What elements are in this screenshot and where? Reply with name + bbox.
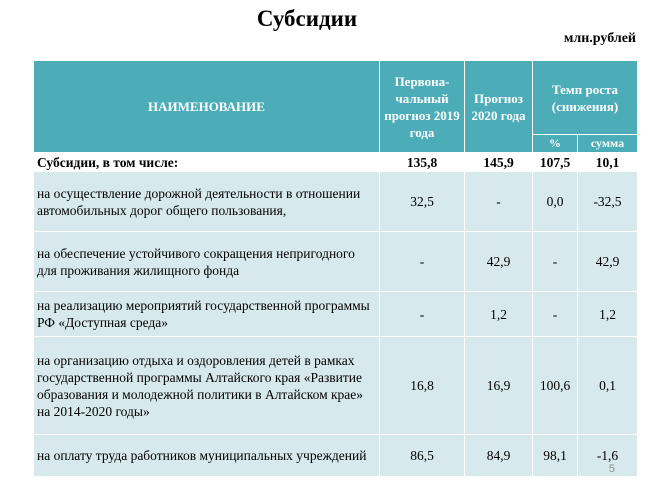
row-initial: - — [380, 232, 465, 292]
row-pct: 0,0 — [533, 172, 578, 232]
table-row-total — [34, 153, 638, 172]
row-initial: - — [380, 292, 465, 337]
row-forecast: 42,9 — [465, 232, 533, 292]
table-row — [34, 292, 638, 337]
total-forecast: 145,9 — [465, 153, 533, 172]
row-forecast: 1,2 — [465, 292, 533, 337]
row-name: на организацию отдыха и оздоровления детей в рамках государственной программы Алтайского края «Развитие образования и молодежной политики в Алтайском крае» на 2014-2020 годы» — [34, 337, 380, 435]
row-initial: 32,5 — [380, 172, 465, 232]
table-row — [34, 435, 638, 477]
row-pct: 98,1 — [533, 435, 578, 477]
page-title: Субсидии — [256, 6, 358, 31]
header-name: НАИМЕНОВАНИЕ — [34, 61, 380, 153]
row-sum: -1,6 — [578, 435, 638, 477]
header-forecast: Прогноз 2020 года — [465, 61, 533, 153]
table-row — [34, 232, 638, 292]
header-pct: % — [533, 135, 578, 153]
row-initial: 16,8 — [380, 337, 465, 435]
row-forecast: 84,9 — [465, 435, 533, 477]
row-name: на реализацию мероприятий государственной программы РФ «Доступная среда» — [34, 292, 380, 337]
row-pct: - — [533, 292, 578, 337]
total-pct: 107,5 — [533, 153, 578, 172]
header-growth: Темп роста (снижения) — [533, 61, 638, 135]
total-name: Субсидии, в том числе: — [34, 153, 380, 172]
row-sum: 1,2 — [578, 292, 638, 337]
row-forecast: - — [465, 172, 533, 232]
row-forecast: 16,9 — [465, 337, 533, 435]
row-sum: 0,1 — [578, 337, 638, 435]
header-sum: сумма — [578, 135, 638, 153]
row-pct: 100,6 — [533, 337, 578, 435]
row-name: на обеспечение устойчивого сокращения непригодного для проживания жилищного фонда — [34, 232, 380, 292]
total-initial: 135,8 — [380, 153, 465, 172]
row-initial: 86,5 — [380, 435, 465, 477]
row-sum: -32,5 — [578, 172, 638, 232]
page-number: 5 — [608, 463, 615, 475]
header-initial: Первона-чальный прогноз 2019 года — [380, 61, 465, 153]
table-row — [34, 337, 638, 435]
row-name: на оплату труда работников муниципальных учреждений — [34, 435, 380, 477]
row-name: на осуществление дорожной деятельности в отношении автомобильных дорог общего пользования, — [34, 172, 380, 232]
row-sum: 42,9 — [578, 232, 638, 292]
total-sum: 10,1 — [578, 153, 638, 172]
table-row — [34, 172, 638, 232]
subsidies-table — [33, 60, 638, 477]
unit-label: млн.рублей — [563, 31, 636, 46]
row-pct: - — [533, 232, 578, 292]
